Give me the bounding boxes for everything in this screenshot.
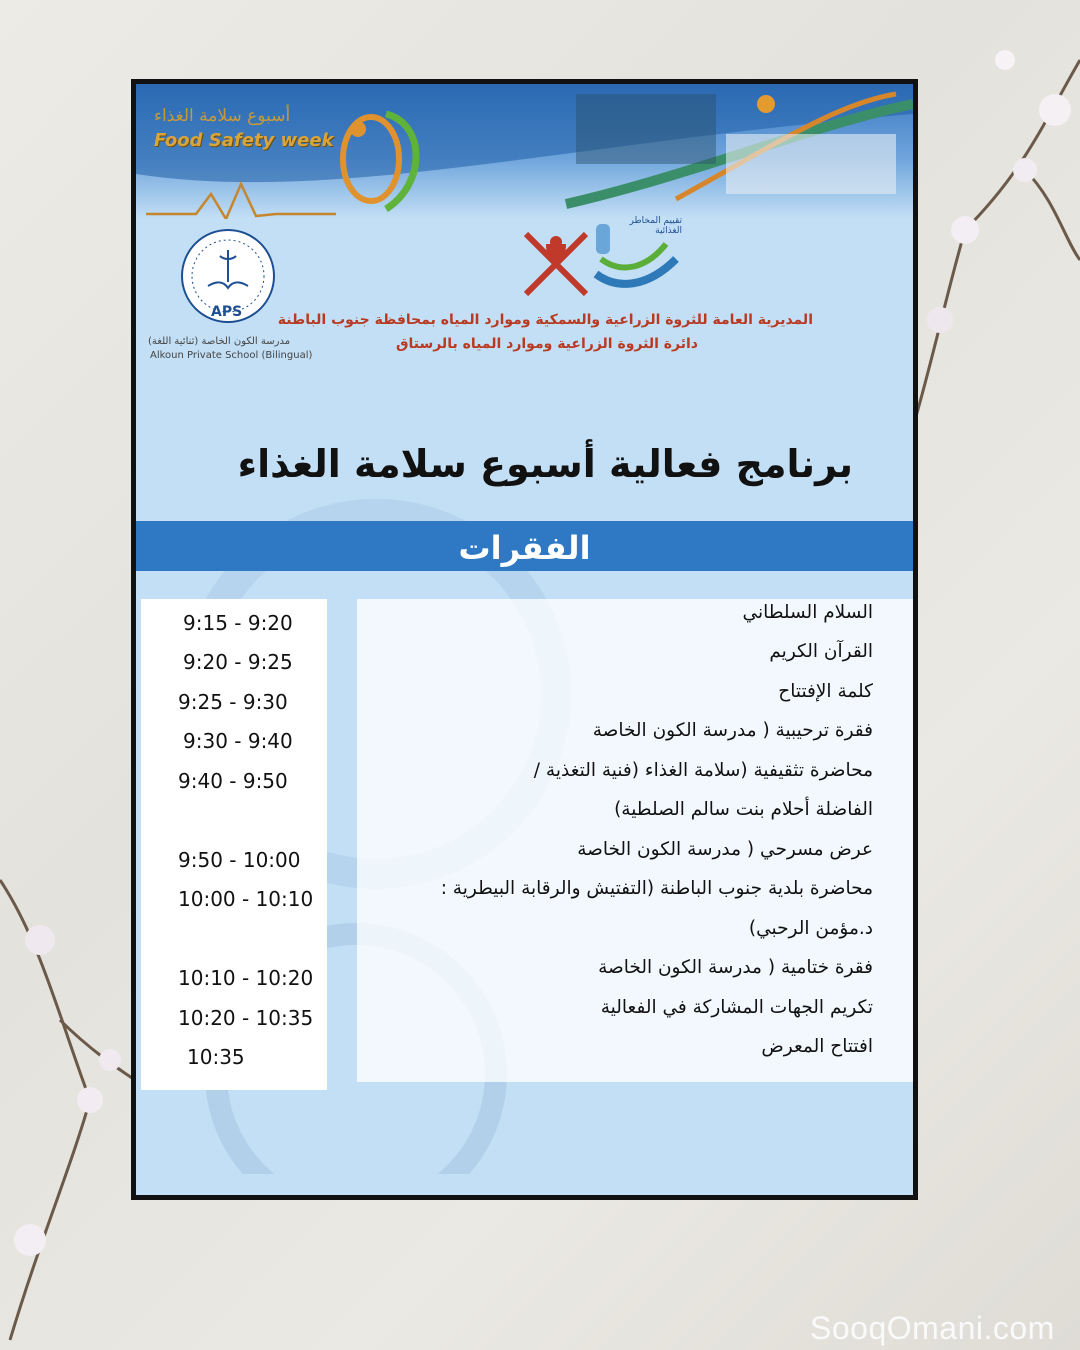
school-badge: APS: [211, 304, 243, 320]
watermark: SooqOmani.com: [810, 1310, 1055, 1346]
blossom-branch-bottom-left: [0, 820, 135, 1350]
blossom-branch-top-right: [905, 0, 1080, 480]
event-poster: [131, 79, 918, 1200]
time-slot: 9:50 - 10:00: [178, 848, 301, 872]
section-label: الفقرات: [458, 529, 591, 567]
program-item: كلمة الإفتتاح: [778, 681, 873, 702]
time-slot: 10:00 - 10:10: [178, 887, 314, 911]
time-slot: 9:15 - 9:20: [183, 611, 293, 635]
school-name-arabic: مدرسة الكون الخاصة (ثنائية اللغة): [148, 336, 291, 347]
school-name-english: Alkoun Private School (Bilingual): [150, 350, 313, 361]
time-slot: 10:10 - 10:20: [178, 966, 314, 990]
program-item: السلام السلطاني: [742, 602, 873, 623]
oman-emblem: [516, 224, 596, 304]
time-slot: 9:30 - 9:40: [183, 729, 293, 753]
time-slot: 10:20 - 10:35: [178, 1006, 314, 1030]
event-logo-arabic: أسبوع سلامة الغذاء: [154, 106, 291, 126]
time-slot: 9:20 - 9:25: [183, 650, 293, 674]
program-item: فقرة ختامية ( مدرسة الكون الخاصة: [598, 957, 873, 978]
time-slot: 9:40 - 9:50: [178, 769, 288, 793]
program-item: عرض مسرحي ( مدرسة الكون الخاصة: [577, 839, 873, 860]
org-line-2: دائرة الثروة الزراعية وموارد المياه بالرستاق: [395, 336, 698, 352]
risk-logo-text: تقييم المخاطر الغذائية: [629, 216, 682, 236]
program-item: د.مؤمن الرحبي): [748, 918, 873, 939]
program-item: فقرة ترحيبية ( مدرسة الكون الخاصة: [592, 720, 873, 741]
program-items-panel: [357, 599, 913, 1082]
org-line-1: المديرية العامة للثروة الزراعية والسمكية وموارد المياه بمحافظة جنوب الباطنة: [277, 312, 813, 328]
program-item: تكريم الجهات المشاركة في الفعالية: [600, 997, 873, 1018]
time-slot: 10:35: [187, 1045, 245, 1069]
program-item: افتتاح المعرض: [761, 1036, 873, 1057]
program-item: محاضرة تثقيفية (سلامة الغذاء (فنية التغذية /: [533, 760, 873, 781]
program-item: الفاضلة أحلام بنت سالم الصلطية): [614, 799, 873, 820]
event-logo-english: Food Safety week: [154, 130, 334, 151]
page-title: برنامج فعالية أسبوع سلامة الغذاء: [237, 442, 853, 486]
time-slot: 9:25 - 9:30: [178, 690, 288, 714]
time-slots-panel: [141, 599, 327, 1090]
program-item: محاضرة بلدية جنوب الباطنة (التفتيش والرقابة البيطرية :: [440, 878, 873, 899]
program-item: القرآن الكريم: [769, 641, 873, 662]
header-wave-graphic: [136, 84, 913, 219]
